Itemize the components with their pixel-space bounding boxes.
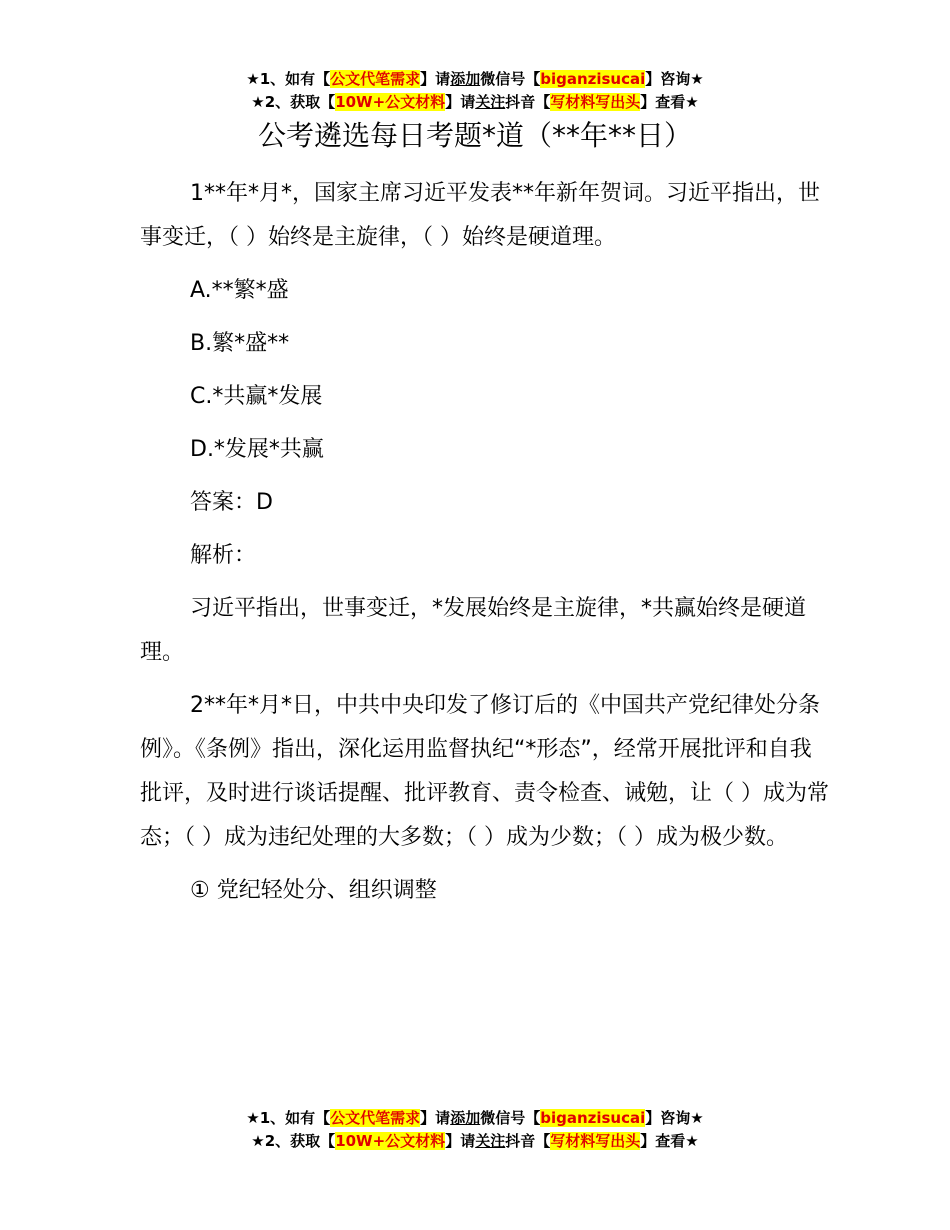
option-b: B.繁*盛** — [190, 331, 290, 356]
banner-line-2 — [0, 1130, 950, 1153]
option-c: C.*共赢*发展 — [190, 384, 323, 409]
banner-highlight: 公文代笔需求 — [330, 70, 421, 88]
analysis-text: 习近平指出，世事变迁，*发展始终是主旋律，*共赢始终是硬道理。 — [140, 596, 807, 665]
answer: 答案：D — [190, 490, 273, 515]
banner-text: 】请 — [445, 1132, 476, 1150]
footer-banner — [0, 1107, 950, 1153]
banner-text: 】请 — [420, 1109, 451, 1127]
banner-underline: 关注 — [475, 93, 506, 111]
banner-underline: 添加 — [450, 70, 481, 88]
option-d: D.*发展*共赢 — [190, 437, 324, 462]
document-body — [140, 172, 830, 922]
banner-highlight: 公文代笔需求 — [330, 1109, 421, 1127]
banner-highlight: 10W+公文材料 — [335, 93, 446, 111]
analysis-label: 解析： — [190, 543, 257, 568]
banner-text: ★2、获取【 — [251, 93, 336, 111]
banner-text: ★2、获取【 — [251, 1132, 336, 1150]
banner-text: 】请 — [445, 93, 476, 111]
banner-text: 】咨询★ — [645, 70, 704, 88]
banner-highlight: 10W+公文材料 — [335, 1132, 446, 1150]
banner-line-1 — [0, 68, 950, 91]
question-1-stem: 1**年*月*，国家主席习近平发表**年新年贺词。习近平指出，世事变迁，（ ）始终是主旋律，（ ）始终是硬道理。 — [140, 181, 820, 250]
banner-text: 】查看★ — [640, 1132, 699, 1150]
header-banner — [0, 68, 950, 114]
option-a: A.**繁*盛 — [190, 278, 289, 303]
banner-text: 】咨询★ — [645, 1109, 704, 1127]
page-title: 公考遴选每日考题*道（**年**日） — [257, 119, 692, 152]
banner-text: 微信号【 — [480, 70, 541, 88]
option-1: ① 党纪轻处分、组织调整 — [190, 878, 437, 903]
banner-text: 微信号【 — [480, 1109, 541, 1127]
banner-highlight: 写材料写出头 — [550, 1132, 641, 1150]
question-2-stem: 2**年*月*日，中共中央印发了修订后的《中国共产党纪律处分条例》。《条例》指出，深化运用监督执纪“*形态”，经常开展批评和自我批评，及时进行谈话提醒、批评教育、责令检查、诫勉，让（ ）成为常态；（ ）成为违纪处理的大多数；（ ）成为少数；（ ）成为极少数。 — [140, 693, 829, 850]
banner-text: 】请 — [420, 70, 451, 88]
banner-line-1 — [0, 1107, 950, 1130]
banner-highlight: biganzisucai — [540, 70, 646, 88]
banner-text: 抖音【 — [505, 93, 551, 111]
banner-text: ★1、如有【 — [246, 1109, 331, 1127]
banner-text: 抖音【 — [505, 1132, 551, 1150]
banner-underline: 关注 — [475, 1132, 506, 1150]
banner-highlight: biganzisucai — [540, 1109, 646, 1127]
banner-underline: 添加 — [450, 1109, 481, 1127]
banner-line-2 — [0, 91, 950, 114]
banner-text: 】查看★ — [640, 93, 699, 111]
banner-highlight: 写材料写出头 — [550, 93, 641, 111]
banner-text: ★1、如有【 — [246, 70, 331, 88]
